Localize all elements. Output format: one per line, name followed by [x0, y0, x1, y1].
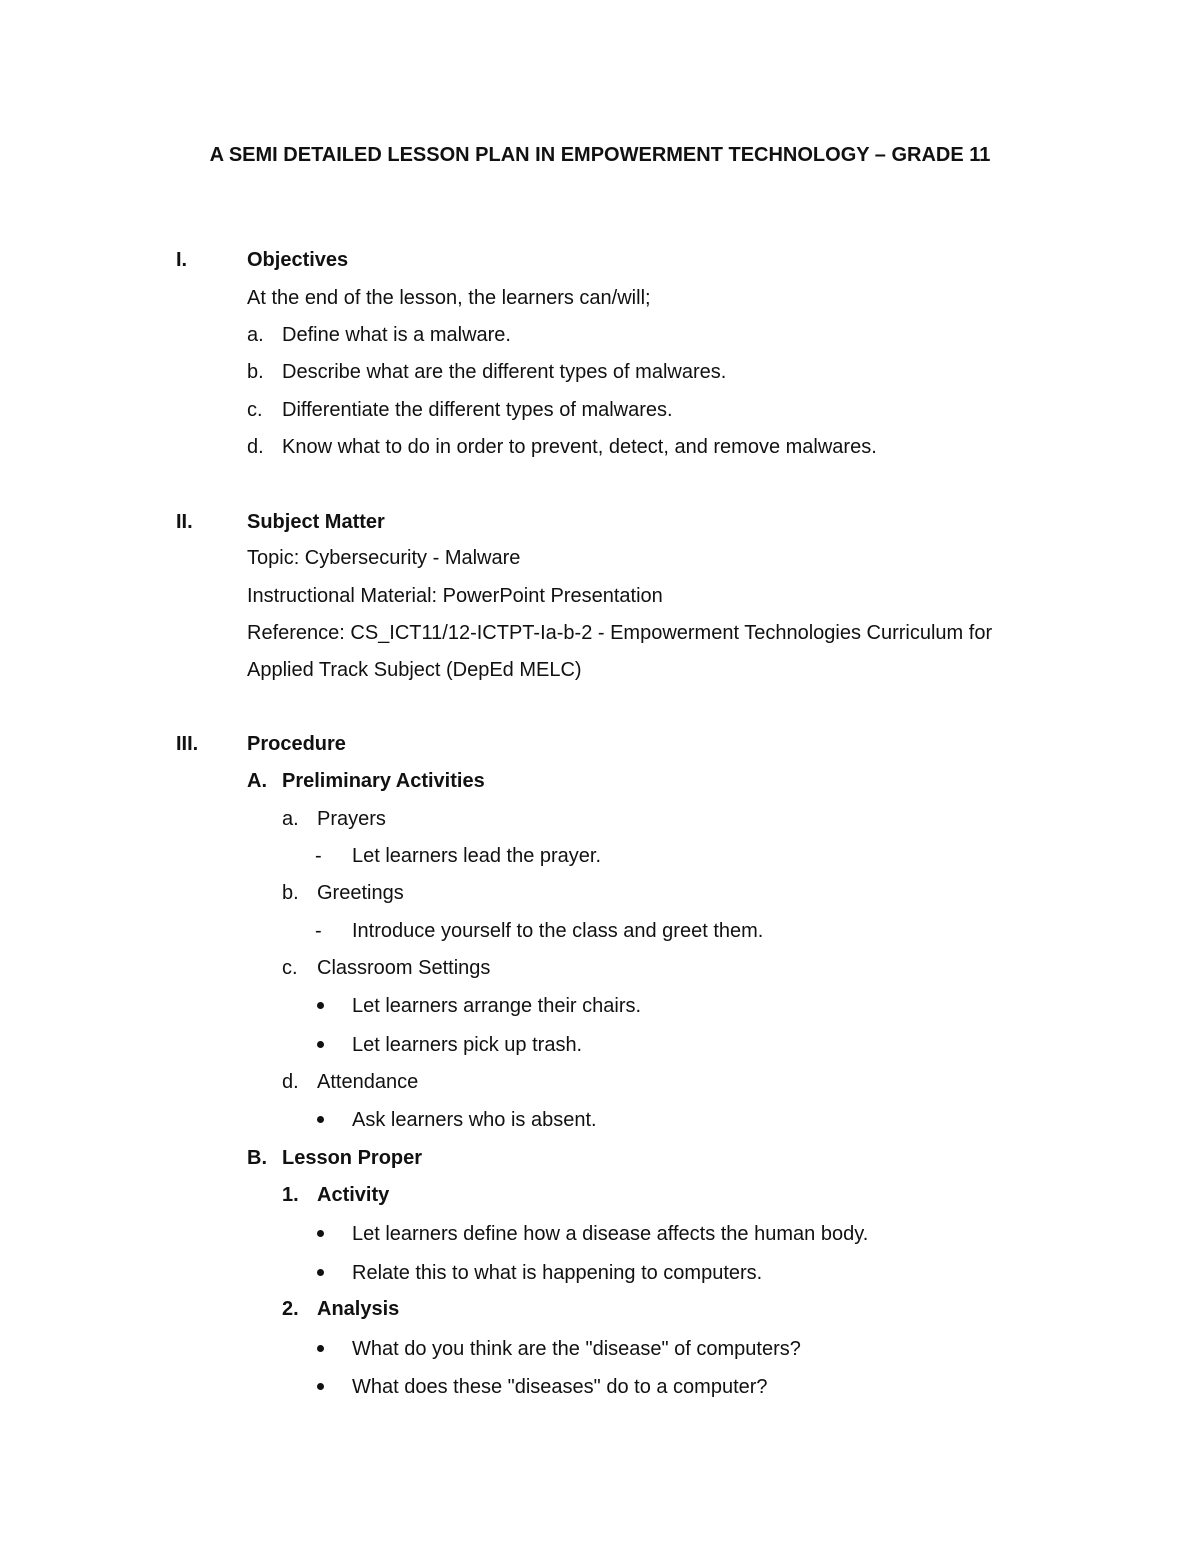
lesson-proper-heading: Lesson Proper: [282, 1147, 423, 1169]
section-heading-subject-matter: Subject Matter: [247, 511, 385, 533]
preliminary-heading: Preliminary Activities: [282, 770, 485, 792]
bullet-icon: [317, 1116, 324, 1123]
section-heading-procedure: Procedure: [247, 733, 346, 755]
bullet-icon: [317, 1041, 324, 1048]
bullet-icon: [317, 1345, 324, 1352]
objective-marker-a: a.: [247, 324, 264, 346]
prayers-dash: -: [315, 845, 322, 867]
subject-material: Instructional Material: PowerPoint Presentation: [247, 585, 663, 607]
prayers-item: Let learners lead the prayer.: [352, 845, 602, 867]
subject-reference-line2: Applied Track Subject (DepEd MELC): [247, 659, 582, 681]
objective-item-d: Know what to do in order to prevent, detect, and remove malwares.: [282, 436, 877, 458]
section-numeral-procedure: III.: [176, 733, 199, 755]
attendance-item-1: Ask learners who is absent.: [352, 1109, 597, 1131]
objective-marker-c: c.: [247, 399, 263, 421]
greetings-label: Greetings: [317, 882, 404, 904]
analysis-marker: 2.: [282, 1298, 299, 1320]
analysis-label: Analysis: [317, 1298, 400, 1320]
attendance-marker: d.: [282, 1071, 299, 1093]
classroom-item-2: Let learners pick up trash.: [352, 1034, 583, 1056]
activity-item-1: Let learners define how a disease affects the human body.: [352, 1223, 869, 1245]
lesson-proper-marker: B.: [247, 1147, 267, 1169]
greetings-marker: b.: [282, 882, 299, 904]
activity-marker: 1.: [282, 1184, 299, 1206]
section-numeral-subject-matter: II.: [176, 511, 193, 533]
objective-item-b: Describe what are the different types of malwares.: [282, 361, 727, 383]
objective-marker-b: b.: [247, 361, 264, 383]
objectives-intro: At the end of the lesson, the learners can/will;: [247, 287, 651, 309]
classroom-marker: c.: [282, 957, 298, 979]
analysis-item-2: What does these "diseases" do to a computer?: [352, 1376, 768, 1398]
section-heading-objectives: Objectives: [247, 249, 349, 271]
greetings-dash: -: [315, 920, 322, 942]
activity-item-2: Relate this to what is happening to computers.: [352, 1262, 763, 1284]
bullet-icon: [317, 1002, 324, 1009]
attendance-label: Attendance: [317, 1071, 419, 1093]
bullet-icon: [317, 1383, 324, 1390]
prayers-label: Prayers: [317, 808, 386, 830]
subject-topic: Topic: Cybersecurity - Malware: [247, 547, 521, 569]
classroom-item-1: Let learners arrange their chairs.: [352, 995, 642, 1017]
preliminary-marker: A.: [247, 770, 267, 792]
prayers-marker: a.: [282, 808, 299, 830]
classroom-label: Classroom Settings: [317, 957, 491, 979]
activity-label: Activity: [317, 1184, 390, 1206]
greetings-item: Introduce yourself to the class and greet them.: [352, 920, 764, 942]
document-title: A SEMI DETAILED LESSON PLAN IN EMPOWERMENT TECHNOLOGY – GRADE 11: [209, 144, 991, 166]
subject-reference-line1: Reference: CS_ICT11/12-ICTPT-Ia-b-2 - Empowerment Technologies Curriculum for: [247, 622, 993, 644]
bullet-icon: [317, 1230, 324, 1237]
objective-item-a: Define what is a malware.: [282, 324, 511, 346]
objective-item-c: Differentiate the different types of malwares.: [282, 399, 673, 421]
bullet-icon: [317, 1269, 324, 1276]
objective-marker-d: d.: [247, 436, 264, 458]
analysis-item-1: What do you think are the "disease" of computers?: [352, 1338, 801, 1360]
section-numeral-objectives: I.: [176, 249, 188, 271]
